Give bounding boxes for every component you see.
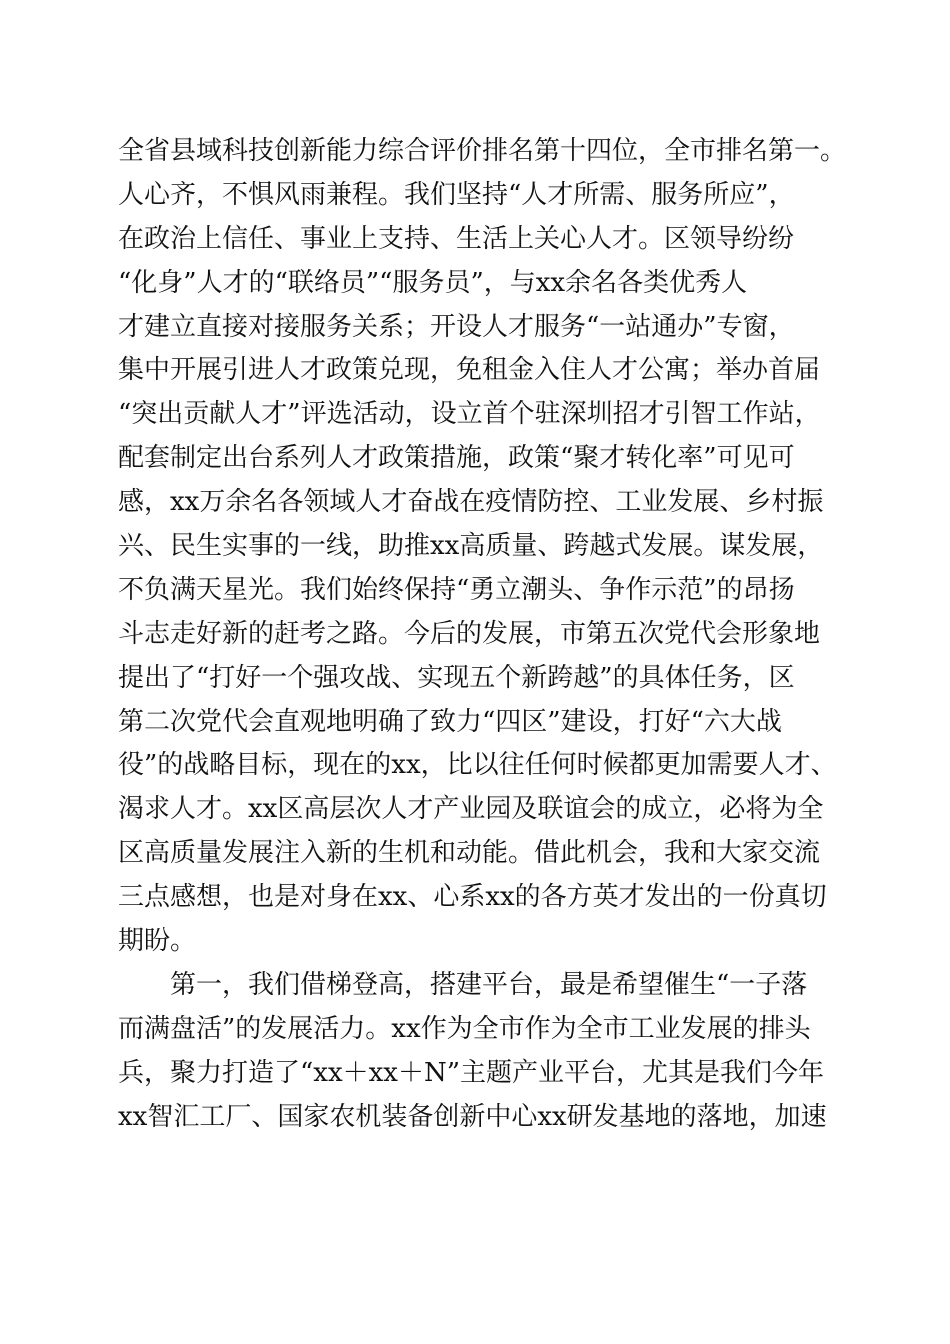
- text-line: 提出了“打好一个强攻战、实现五个新跨越”的具体任务，区: [118, 662, 795, 693]
- text-line: 役”的战略目标，现在的xx，比以往任何时候都更加需要人才、: [118, 750, 837, 781]
- text-line: 才建立直接对接服务关系；开设人才服务“一站通办”专窗，: [118, 311, 795, 342]
- text-line: 区高质量发展注入新的生机和动能。借此机会，我和大家交流: [118, 838, 821, 869]
- text-line: 在政治上信任、事业上支持、生活上关心人才。区领导纷纷: [118, 223, 795, 254]
- text-line: 集中开展引进人才政策兑现，免租金入住人才公寓；举办首届: [118, 355, 821, 386]
- text-line: 斗志走好新的赶考之路。今后的发展，市第五次党代会形象地: [118, 618, 821, 649]
- text-line: 第二次党代会直观地明确了致力“四区”建设，打好“六大战: [118, 706, 782, 737]
- text-line: 期盼。: [118, 926, 197, 957]
- paragraph-first-line: 第一，我们借梯登高，搭建平台，最是希望催生“一子落: [170, 969, 808, 1000]
- body-text: [118, 130, 848, 1139]
- text-line: 全省县域科技创新能力综合评价排名第十四位，全市排名第一。: [118, 136, 847, 166]
- text-line: 渴求人才。xx区高层次人才产业园及联谊会的成立，必将为全: [118, 794, 824, 825]
- text-line: 感，xx万余名各领域人才奋战在疫情防控、工业发展、乡村振: [118, 487, 824, 518]
- text-line: 兴、民生实事的一线，助推xx高质量、跨越式发展。谋发展，: [118, 531, 824, 562]
- text-line: 三点感想，也是对身在xx、心系xx的各方英才发出的一份真切: [118, 882, 827, 913]
- text-line: 兵，聚力打造了“xx＋xx＋N”主题产业平台，尤其是我们今年: [118, 1057, 824, 1088]
- text-line: 而满盘活”的发展活力。xx作为全市作为全市工业发展的排头: [118, 1013, 811, 1044]
- text-line: “化身”人才的“联络员”“服务员”，与xx余名各类优秀人: [118, 267, 748, 298]
- text-line: 不负满天星光。我们始终保持“勇立潮头、争作示范”的昂扬: [118, 574, 795, 605]
- text-line: 人心齐，不惧风雨兼程。我们坚持“人才所需、服务所应”，: [118, 179, 795, 210]
- text-line: “突出贡献人才”评选活动，设立首个驻深圳招才引智工作站，: [118, 399, 821, 430]
- text-line: 配套制定出台系列人才政策措施，政策“聚才转化率”可见可: [118, 443, 795, 474]
- text-line: xx智汇工厂、国家农机装备创新中心xx研发基地的落地，加速: [118, 1101, 827, 1132]
